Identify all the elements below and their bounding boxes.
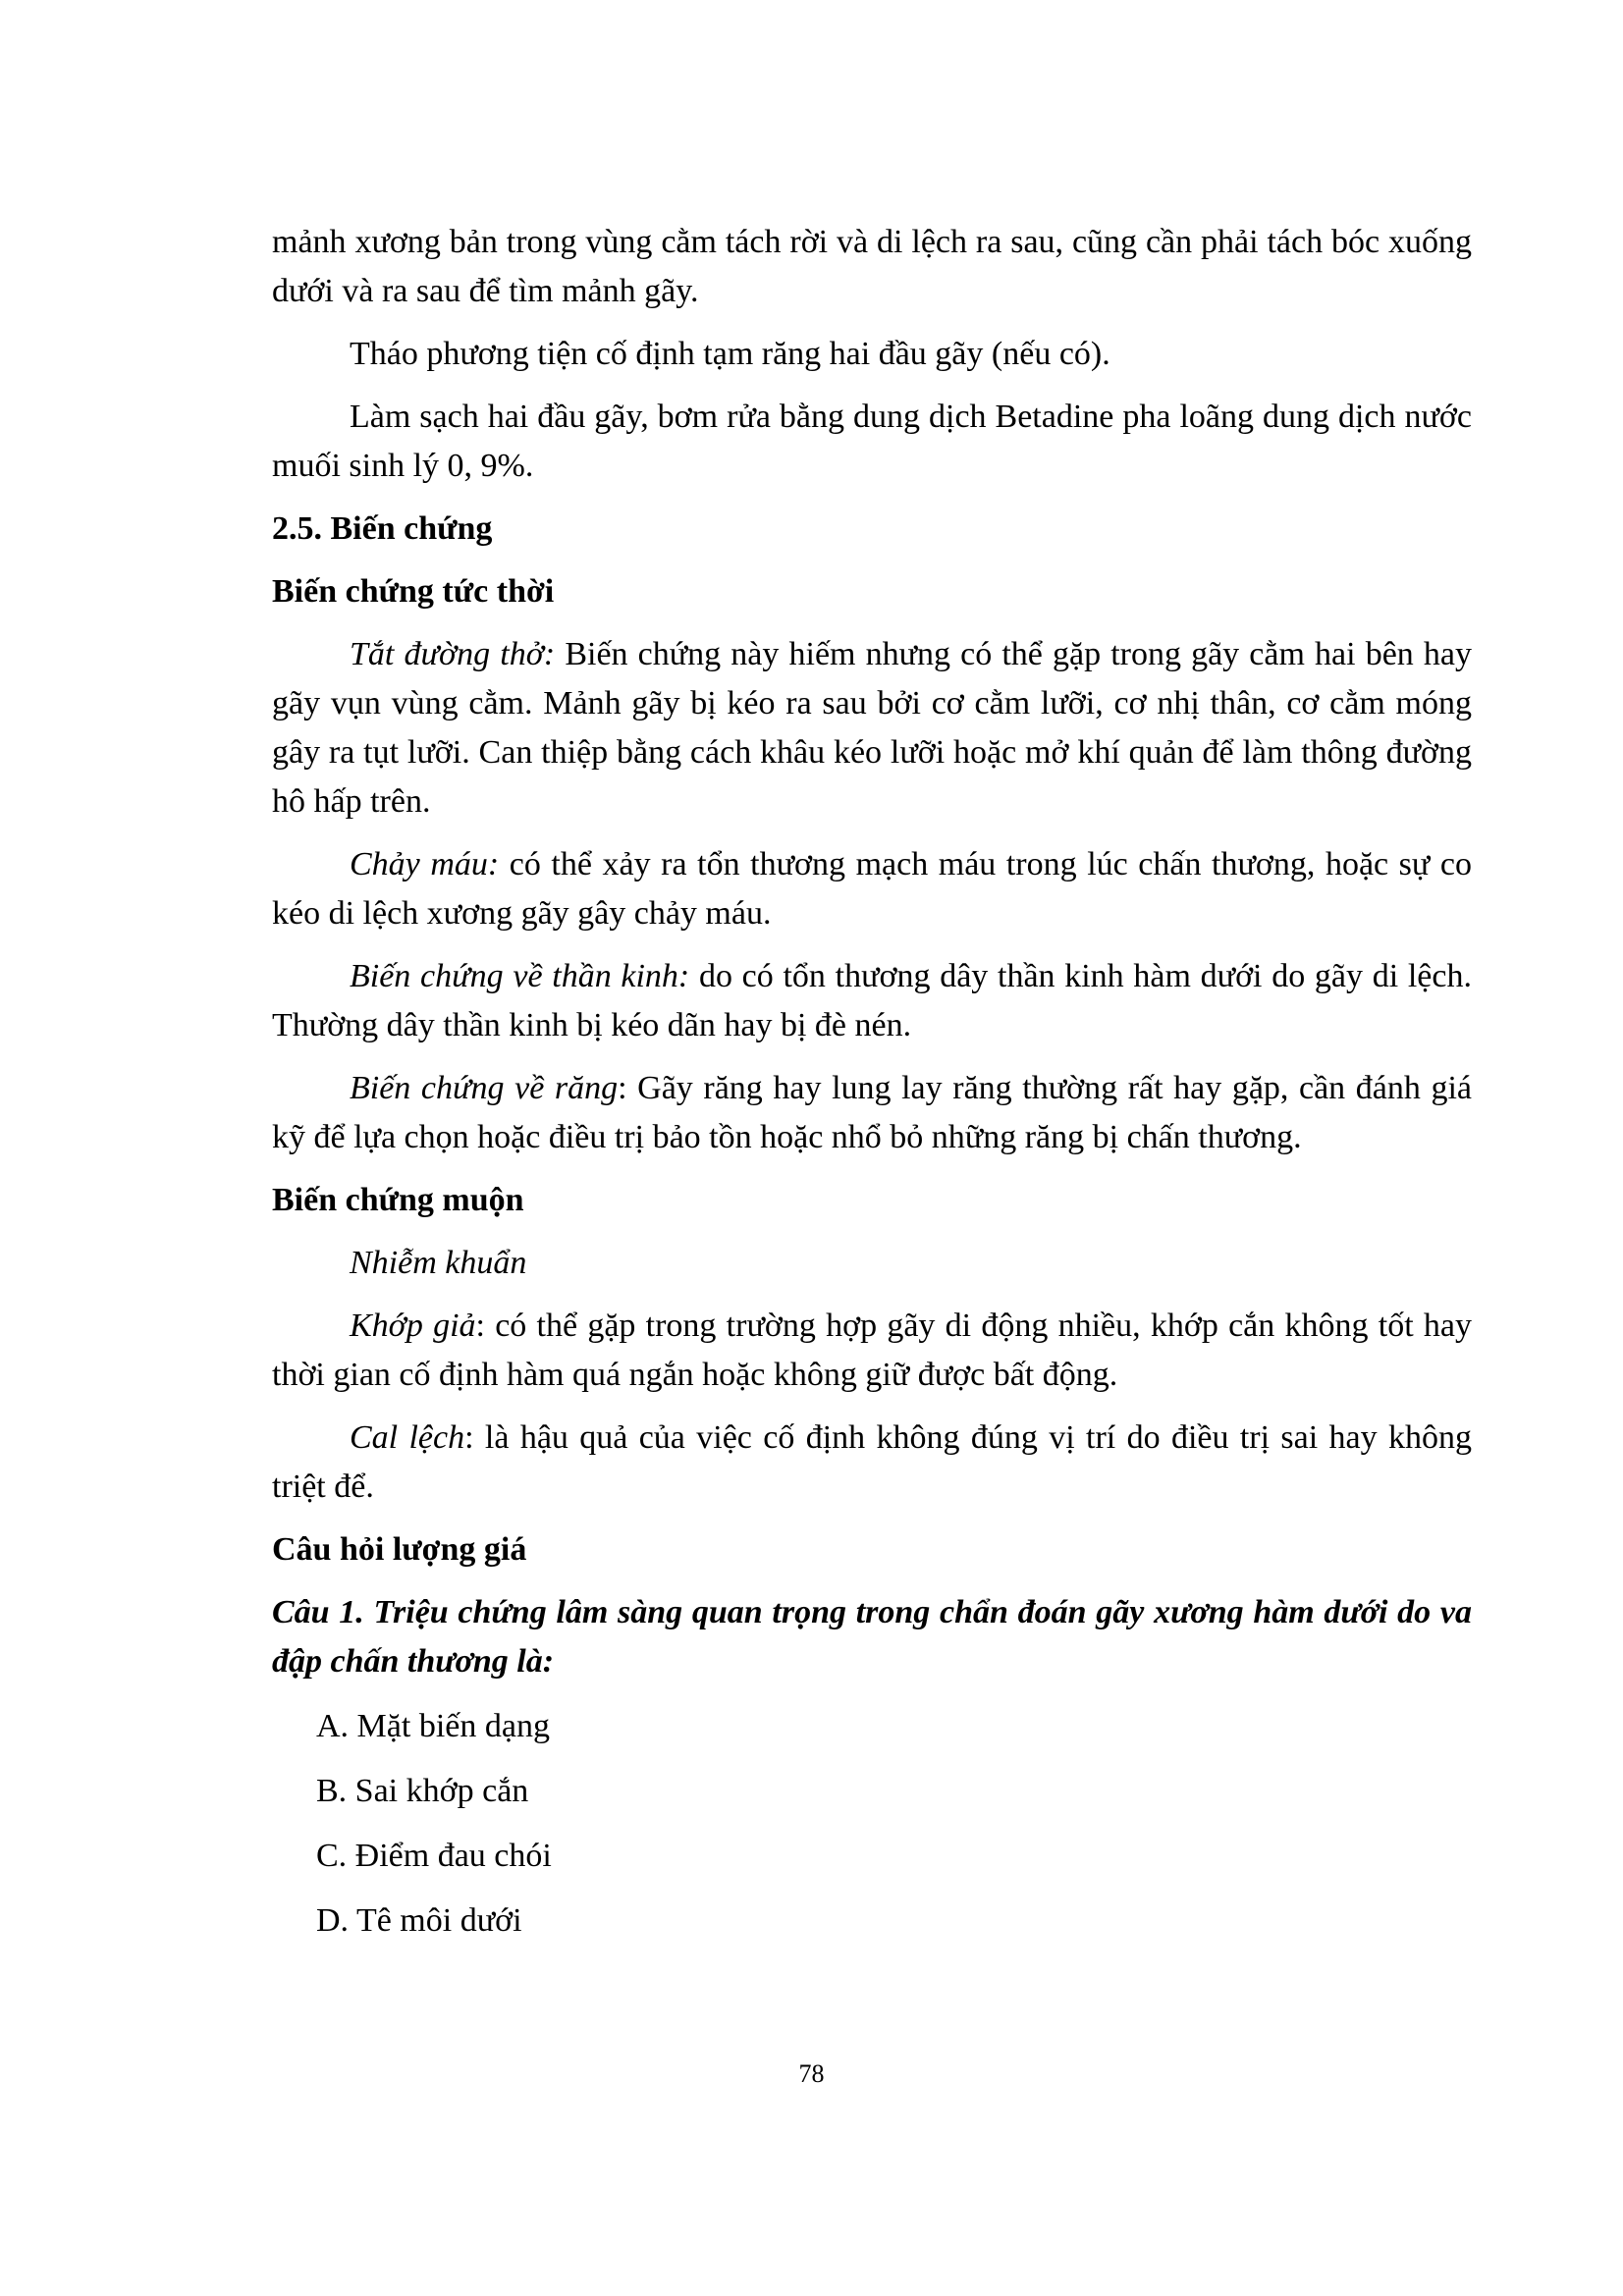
paragraph-bleeding bbox=[272, 840, 1472, 938]
text-teeth: : Gãy răng hay lung lay răng thường rất hay gặp, cần đánh giá kỹ để lựa chọn hoặc điều trị bảo tồn hoặc nhổ bỏ những răng bị chấn thương. bbox=[272, 1070, 1472, 1155]
answer-option-a: A. Mặt biến dạng bbox=[316, 1708, 550, 1744]
paragraph-malunion bbox=[272, 1414, 1472, 1512]
term-pseudarthrosis: Khớp giả bbox=[350, 1308, 476, 1344]
paragraph-remove-temporary-fixation: Tháo phương tiện cố định tạm răng hai đầu gãy (nếu có). bbox=[350, 336, 1110, 372]
page-content bbox=[272, 218, 1472, 1946]
subheading-immediate-complications: Biến chứng tức thời bbox=[272, 573, 555, 610]
term-bleeding: Chảy máu: bbox=[350, 846, 500, 882]
text-nerve: do có tổn thương dây thần kinh hàm dưới do gãy di lệch. Thường dây thần kinh bị kéo dãn hay bị đè nén. bbox=[272, 958, 1472, 1043]
paragraph-cleaning: Làm sạch hai đầu gãy, bơm rửa bằng dung dịch Betadine pha loãng dung dịch nước muối sinh lý 0, 9%. bbox=[272, 399, 1472, 484]
term-malunion: Cal lệch bbox=[350, 1419, 465, 1456]
term-nerve: Biến chứng về thần kinh: bbox=[350, 958, 690, 994]
text-bleeding: có thể xảy ra tổn thương mạch máu trong lúc chấn thương, hoặc sự co kéo di lệch xương gãy gây chảy máu. bbox=[272, 846, 1472, 932]
term-airway: Tắt đường thở: bbox=[350, 636, 556, 672]
subheading-review-questions: Câu hỏi lượng giá bbox=[272, 1531, 527, 1568]
term-infection: Nhiễm khuẩn bbox=[350, 1245, 527, 1281]
paragraph-infection bbox=[272, 1239, 1472, 1288]
answer-option-c: C. Điểm đau chói bbox=[316, 1838, 552, 1874]
paragraph-nerve-complication bbox=[272, 952, 1472, 1050]
paragraph-airway-obstruction bbox=[272, 630, 1472, 827]
paragraph-pseudarthrosis bbox=[272, 1302, 1472, 1400]
answer-option-b: B. Sai khớp cắn bbox=[316, 1773, 529, 1809]
section-heading-complications: 2.5. Biến chứng bbox=[272, 510, 493, 547]
text-airway: Biến chứng này hiếm nhưng có thể gặp trong gãy cằm hai bên hay gãy vụn vùng cằm. Mảnh gãy bị kéo ra sau bởi cơ cằm lưỡi, cơ nhị thân, cơ cằm móng gây ra tụt lưỡi. Can thiệp bằng cách khâu kéo lưỡi hoặc mở khí quản để làm thông đường hô hấp trên. bbox=[272, 636, 1472, 820]
subheading-late-complications: Biến chứng muộn bbox=[272, 1182, 524, 1218]
page-number: 78 bbox=[798, 2059, 825, 2088]
answer-option-d: D. Tê môi dưới bbox=[316, 1902, 522, 1939]
paragraph-teeth-complication bbox=[272, 1064, 1472, 1162]
paragraph-fragment-fixation: mảnh xương bản trong vùng cằm tách rời và di lệch ra sau, cũng cần phải tách bóc xuống dưới và ra sau để tìm mảnh gãy. bbox=[272, 224, 1472, 309]
term-teeth: Biến chứng về răng bbox=[350, 1070, 619, 1106]
question-1: Câu 1. Triệu chứng lâm sàng quan trọng trong chẩn đoán gãy xương hàm dưới do va đập chấn thương là: bbox=[272, 1594, 1472, 1680]
text-pseudarthrosis: : có thể gặp trong trường hợp gãy di động nhiều, khớp cắn không tốt hay thời gian cố định hàm quá ngắn hoặc không giữ được bất động. bbox=[272, 1308, 1472, 1393]
text-malunion: : là hậu quả của việc cố định không đúng vị trí do điều trị sai hay không triệt để. bbox=[272, 1419, 1472, 1505]
